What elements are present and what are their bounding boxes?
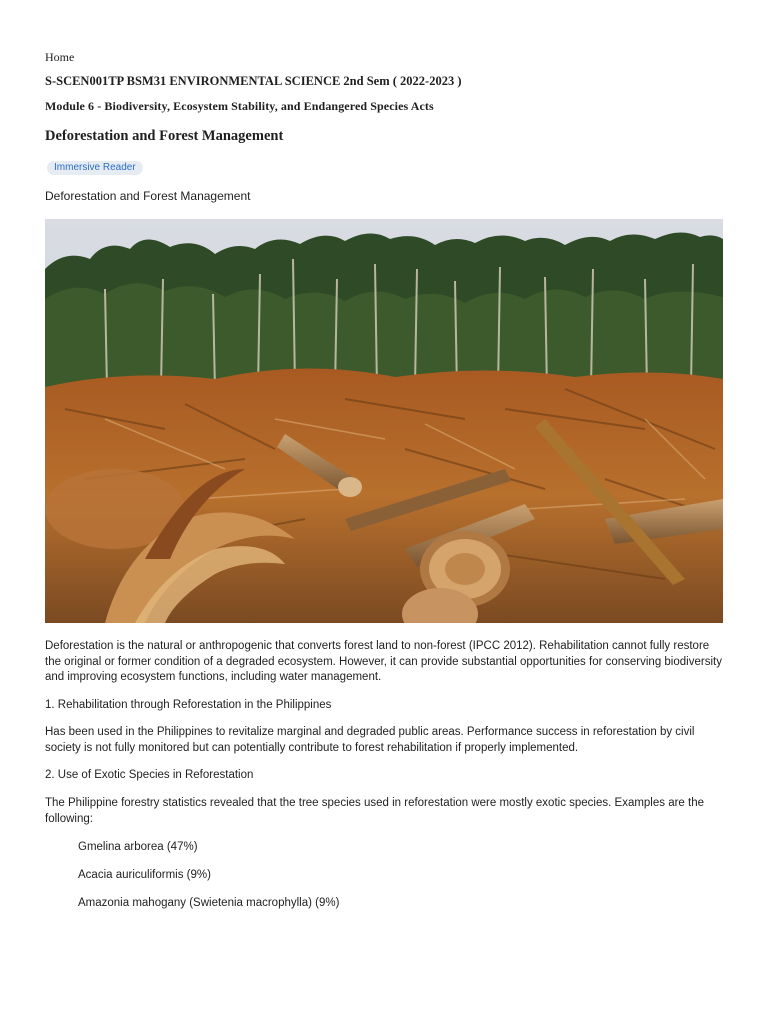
deforestation-photo: [45, 219, 723, 623]
page-title: Deforestation and Forest Management: [45, 128, 284, 144]
species-item: Acacia auriculiformis (9%): [78, 869, 211, 881]
immersive-reader-button[interactable]: Immersive Reader: [47, 161, 143, 175]
intro-paragraph: Deforestation is the natural or anthropogenic that converts forest land to non-forest (IPCC 2012). Rehabilitation cannot fully restore the original or former condition of a degraded ecosystem. However, it can provide substantial opportunities for conserving biodiversity and improving ecosystem functions, including water management.: [45, 640, 722, 683]
section-2-heading: 2. Use of Exotic Species in Reforestation: [45, 769, 254, 781]
section-1-paragraph: Has been used in the Philippines to revitalize marginal and degraded public areas. Performance success in reforestation by civil society is not fully monitored but can potentially contribute to forest rehabilitation if properly implemented.: [45, 726, 695, 754]
home-link[interactable]: Home: [45, 50, 75, 64]
species-item: Gmelina arborea (47%): [78, 841, 198, 853]
section-2-paragraph: The Philippine forestry statistics revealed that the tree species used in reforestation were mostly exotic species. Examples are the following:: [45, 797, 705, 825]
section-1-heading: 1. Rehabilitation through Reforestation in the Philippines: [45, 699, 332, 711]
page-subtitle: Deforestation and Forest Management: [45, 189, 251, 203]
course-title[interactable]: S-SCEN001TP BSM31 ENVIRONMENTAL SCIENCE 2nd Sem ( 2022-2023 ): [45, 74, 462, 88]
species-item: Amazonia mahogany (Swietenia macrophylla) (9%): [78, 897, 340, 909]
module-title[interactable]: Module 6 - Biodiversity, Ecosystem Stability, and Endangered Species Acts: [45, 99, 434, 113]
